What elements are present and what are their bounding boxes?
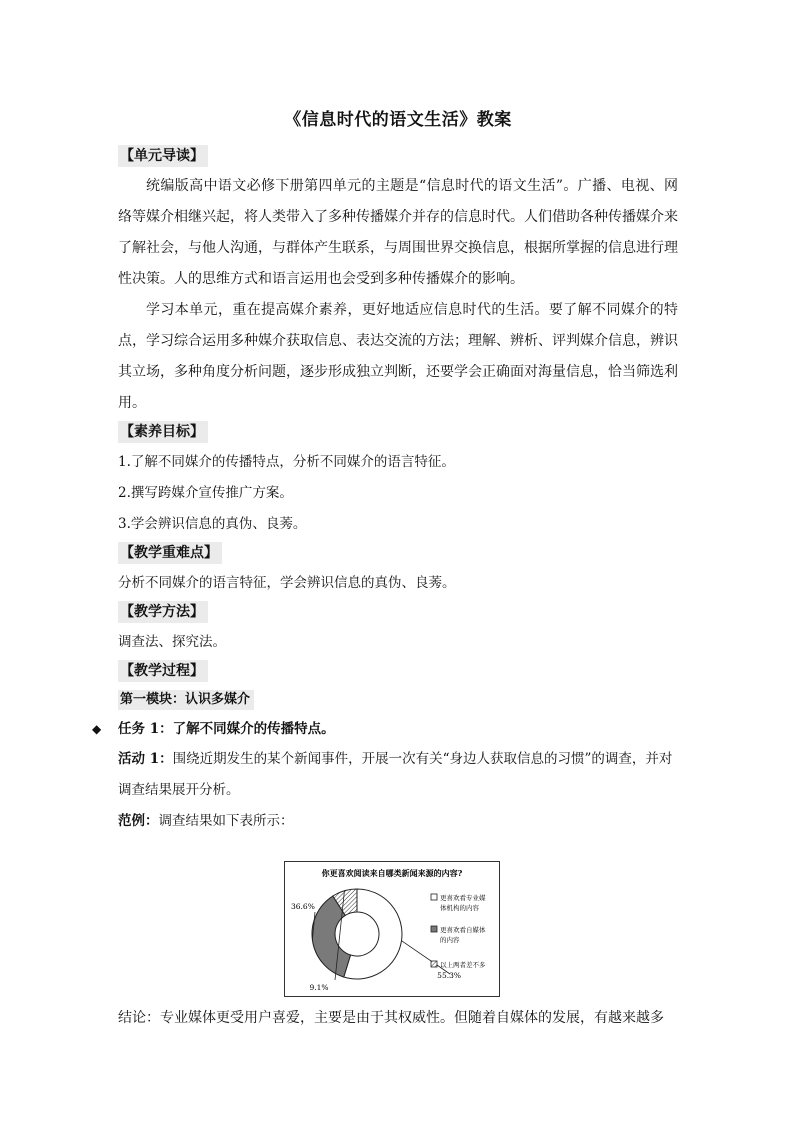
- module-label: 第一模块：认识多媒介: [118, 690, 254, 710]
- section-key-points: [118, 540, 678, 599]
- intro-paragraph-1: 统编版高中语文必修下册第四单元的主题是“信息时代的语文生活”。广播、电视、网络等媒介相继兴起，将人类带入了多种传播媒介并存的信息时代。人们借助各种传播媒介来了解社会，与他人沟通，与群体产生联系，与周围世界交换信息，根据所掌握的信息进行理性决策。人的思维方式和语言运用也会受到多种传播媒介的影响。: [118, 178, 678, 287]
- goal-item-1: 1.了解不同媒介的传播特点，分析不同媒介的语言特征。: [118, 454, 455, 470]
- section-goals: [118, 419, 678, 540]
- slice-value-label-3: 9.1%: [309, 983, 329, 992]
- activity-text: 围绕近期发生的某个新闻事件，开展一次有关“身边人获取信息的习惯”的调查，并对调查结果展开分析。: [118, 751, 673, 798]
- section-unit-intro: [118, 143, 678, 419]
- example-line: [118, 806, 678, 837]
- conclusion-text: 结论：专业媒体更受用户喜爱，主要是由于其权威性。但随着自媒体的发展，有越来越多: [118, 1010, 664, 1026]
- heading-key-points: 【教学重难点】: [118, 542, 222, 564]
- legend-label-1-2: 体机构的内容: [440, 904, 479, 912]
- donut-chart-figure: [284, 861, 500, 997]
- example-text: 调查结果如下表所示：: [158, 813, 294, 829]
- slice-value-label-2: 36.6%: [291, 902, 315, 911]
- legend-label-3-1: 以上两者差不多: [440, 961, 486, 969]
- legend-swatch-3: [431, 961, 437, 967]
- task-line: [92, 714, 678, 744]
- activity-line: [118, 744, 678, 806]
- heading-goals: 【素养目标】: [118, 421, 208, 443]
- goal-item-2: 2.撰写跨媒介宣传推广方案。: [118, 485, 293, 501]
- legend-label-2-2: 的内容: [440, 936, 460, 944]
- slice-value-label-1: 55.3%: [437, 971, 461, 980]
- document-body: [92, 100, 678, 837]
- donut-chart: [285, 862, 499, 996]
- heading-process: 【教学过程】: [118, 660, 208, 682]
- diamond-bullet-icon: ◆: [92, 722, 102, 736]
- legend-label-2-1: 更喜欢看自媒体: [440, 926, 486, 934]
- task-text: 任务 1：了解不同媒介的传播特点。: [118, 721, 335, 737]
- goal-item-3: 3.学会辨识信息的真伪、良莠。: [118, 516, 307, 532]
- key-points-text: 分析不同媒介的语言特征，学会辨识信息的真伪、良莠。: [118, 575, 456, 591]
- legend-label-1-1: 更喜欢看专业媒: [440, 894, 486, 902]
- section-process: [92, 658, 678, 837]
- intro-paragraph-2: 学习本单元，重在提高媒介素养，更好地适应信息时代的生活。要了解不同媒介的特点，学习综合运用多种媒介获取信息、表达交流的方法；理解、辨析、评判媒介信息，辨识其立场，多种角度分析问题，逐步形成独立判断，还要学会正确面对海量信息，恰当筛选利用。: [118, 302, 678, 411]
- page-title: 《信息时代的语文生活》教案: [284, 110, 512, 130]
- heading-unit-intro: 【单元导读】: [118, 145, 208, 167]
- leader-line-1: [401, 941, 450, 974]
- activity-label: 活动 1：: [118, 751, 173, 767]
- legend-swatch-1: [431, 894, 437, 900]
- heading-methods: 【教学方法】: [118, 601, 208, 623]
- section-methods: [118, 599, 678, 658]
- chart-title: 你更喜欢阅读来自哪类新闻来源的内容?: [321, 868, 463, 878]
- methods-text: 调查法、探究法。: [118, 634, 226, 650]
- legend-swatch-2: [431, 926, 437, 932]
- example-label: 范例：: [118, 813, 159, 829]
